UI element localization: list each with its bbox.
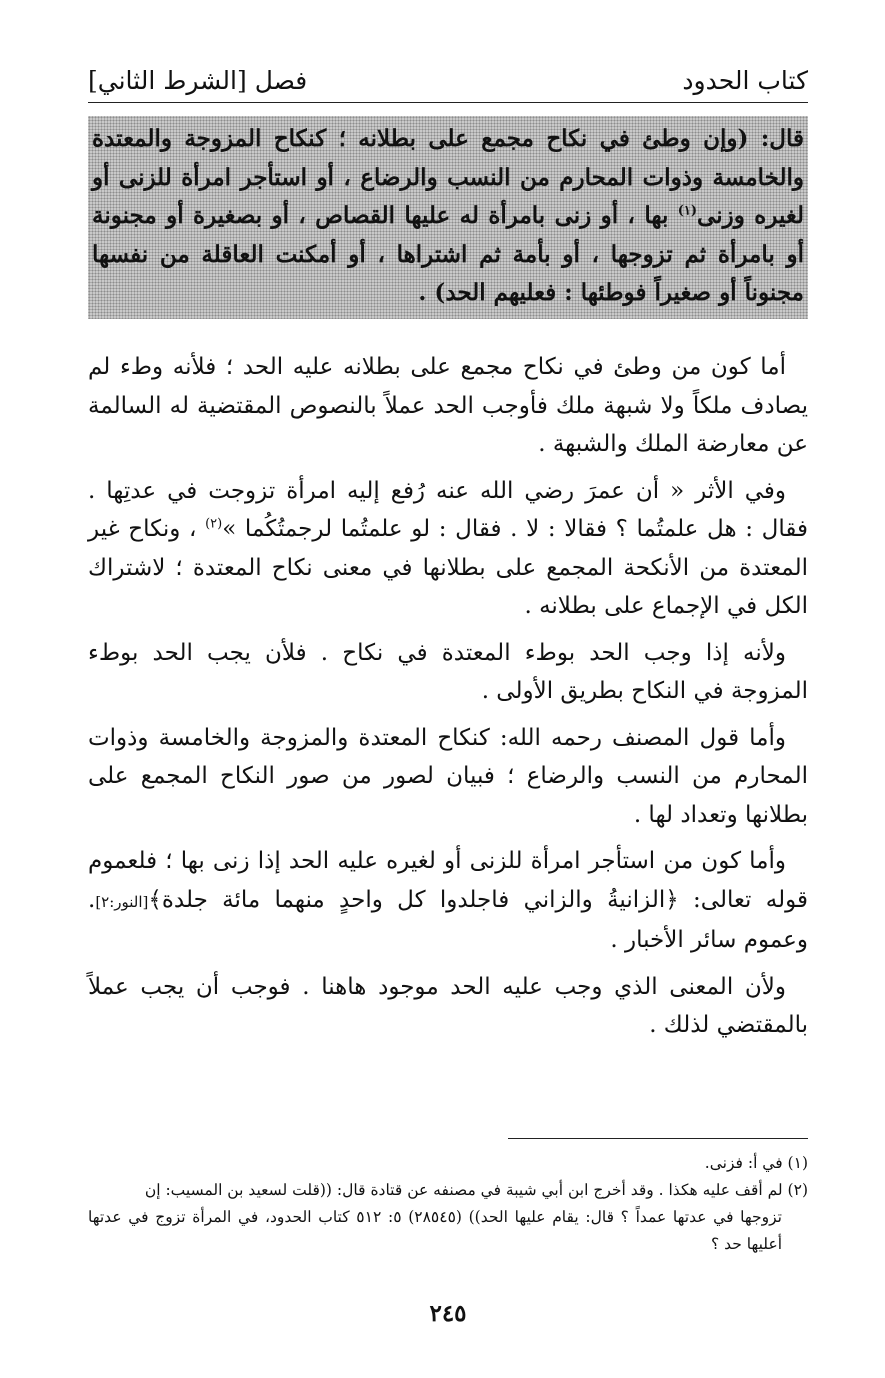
section-title: فصل [الشرط الثاني] (88, 66, 308, 95)
paragraph-5-text-b: . وعموم سائر الأخبار . (88, 886, 808, 953)
running-header (88, 55, 808, 95)
paragraph-5-text-a: وأما كون من استأجر امرأة للزنى أو لغيره عليه الحد إذا زنى بها ؛ فلعموم قوله تعالى: ﴿الزانيةُ والزاني فاجلدوا كل واحدٍ منهما مائة جلدة﴾ (88, 848, 808, 913)
footnote-1: (١) في أ: فزنى. (704, 1154, 808, 1172)
page-number: ٢٤٥ (429, 1300, 467, 1327)
paragraph-6: ولأن المعنى الذي وجب عليه الحد موجود هاهنا . فوجب أن يجب عملاً بالمقتضي لذلك . (88, 973, 808, 1038)
paragraph-5 (88, 842, 808, 960)
paragraph-2 (88, 472, 808, 626)
footnote-marker-2[interactable]: (٢) (205, 516, 223, 532)
document-page (88, 0, 808, 1378)
quote-text-part1: قال: (وإن وطئ في نكاح مجمع على بطلانه ؛ كنكاح المزوجة والمعتدة والخامسة وذوات المحارم من النسب والرضاع ، أو استأجر امرأة للزنى أو لغيره وزنى (92, 125, 805, 229)
commentary-body (88, 348, 808, 1053)
paragraph-2-text-b: ، ونكاح غير المعتدة من الأنكحة المجمع على بطلانها في معنى نكاح المعتدة ؛ لاشتراك الكل في الإجماع على بطلانه . (88, 516, 808, 619)
book-title: كتاب الحدود (682, 66, 808, 95)
footnotes (88, 1150, 808, 1258)
highlighted-matn-quote (88, 116, 808, 319)
paragraph-1: أما كون من وطئ في نكاح مجمع على بطلانه عليه الحد ؛ فلأنه وطء لم يصادف ملكاً ولا شبهة ملك فأوجب الحد عملاً بالنصوص المقتضية له السالمة عن معارضة الملك والشبهة . (88, 354, 808, 457)
footnote-marker-1[interactable]: (١) (677, 203, 698, 219)
quran-reference: [النور:٢] (95, 892, 149, 911)
paragraph-2-text-a: وفي الأثر « أن عمرَ رضي الله عنه رُفع إليه امرأة تزوجت في عدتِها . فقال : هل علمتُما ؟ فقالا : لا . فقال : لو علمتُما لرجمتُكُما » (88, 477, 808, 542)
footnote-2-continuation: تزوجها في عدتها عمداً ؟ قال: يقام عليها الحد)) (٢٨٥٤٥) ٥: ٥١٢ كتاب الحدود، في المرأة تزوج في عدتها أعليها حد ؟ (88, 1208, 782, 1253)
footnote-separator (508, 1138, 808, 1139)
footnote-2-first-line: (٢) لم أقف عليه هكذا . وقد أخرج ابن أبي شيبة في مصنفه عن قتادة قال: ((قلت لسعيد بن المسيب: إن (144, 1181, 808, 1199)
quote-text-part2: بها ، أو زنى بامرأة له عليها القصاص ، أو بصغيرة أو مجنونة أو بامرأة ثم تزوجها ، أو بأمة ثم اشتراها ، أو أمكنت العاقلة من نفسها مجنوناً أو صغيراً فوطئها : فعليهم الحد) . (92, 202, 804, 306)
header-rule (88, 102, 808, 103)
paragraph-3: ولأنه إذا وجب الحد بوطء المعتدة في نكاح . فلأن يجب الحد بوطء المزوجة في النكاح بطريق الأولى . (88, 639, 808, 704)
paragraph-4: وأما قول المصنف رحمه الله: كنكاح المعتدة والمزوجة والخامسة وذوات المحارم من النسب والرضاع ؛ فبيان لصور من صور النكاح المجمع على بطلانها وتعداد لها . (88, 724, 808, 828)
